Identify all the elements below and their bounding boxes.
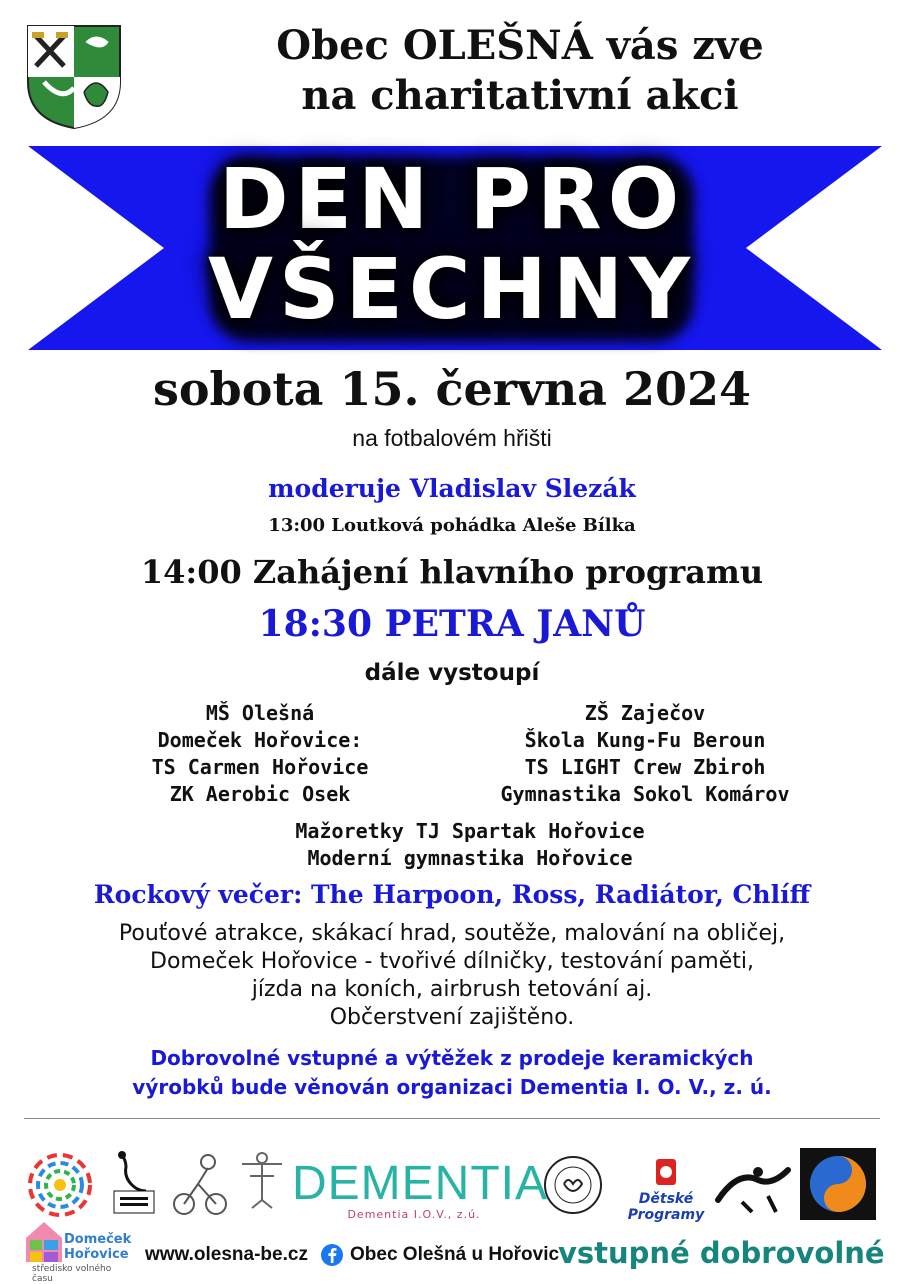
main-program-time: 14:00 Zahájení hlavního programu <box>140 553 764 591</box>
mazoretky-logo <box>540 1150 606 1220</box>
charity-note <box>0 1044 904 1102</box>
domecek-name: Domeček <box>64 1232 132 1247</box>
cycling-dog-logo <box>168 1148 232 1220</box>
attractions <box>0 920 904 1032</box>
domecek-horovice-logo <box>24 1220 132 1284</box>
website-link[interactable]: www.olesna-be.cz <box>145 1244 308 1265</box>
header-line-1: Obec OLEŠNÁ vás zve <box>276 22 764 69</box>
house-icon <box>24 1220 64 1264</box>
performer: TS LIGHT Crew Zbiroh <box>524 755 766 779</box>
event-venue: na fotbalovém hřišti <box>352 425 552 451</box>
moderator: moderuje Vladislav Slezák <box>268 474 636 503</box>
detske-programy-icon <box>606 1155 726 1191</box>
dementia-logo-subtitle: Dementia I.O.V., z.ú. <box>347 1208 481 1221</box>
detske-programy-logo <box>606 1155 726 1223</box>
performer: ZŠ Zaječov <box>584 701 706 725</box>
rock-evening: Rockový večer: The Harpoon, Ross, Radiátor, Chlíff <box>93 880 811 909</box>
admission-note: vstupné dobrovolné <box>558 1236 885 1270</box>
attractions-line: jízda na koních, airbrush tetování aj. <box>251 977 653 1002</box>
performers-left <box>80 700 440 808</box>
snowflake-figure-logo <box>238 1150 286 1210</box>
dementia-logo-text: DEMENTIA <box>292 1157 549 1210</box>
divider <box>24 1118 880 1119</box>
facebook-icon <box>320 1243 344 1267</box>
juna-dance-logo <box>102 1145 164 1225</box>
performers-center <box>170 818 770 872</box>
event-date: sobota 15. června 2024 <box>152 362 752 416</box>
domecek-subtitle: středisko volného času <box>32 1264 112 1284</box>
attractions-line: Občerstvení zajištěno. <box>329 1005 575 1030</box>
attractions-line: Domeček Hořovice - tvořivé dílničky, testování paměti, <box>150 949 754 974</box>
attractions-line: Pouťové atrakce, skákací hrad, soutěže, malování na obličej, <box>118 921 786 946</box>
mikroregion-horovicko-logo <box>20 1145 100 1225</box>
dementia-logo <box>292 1157 549 1222</box>
detske-programy-text: Dětské Programy <box>627 1191 705 1223</box>
puppet-show-time: 13:00 Loutková pohádka Aleše Bílka <box>268 515 636 536</box>
domecek-town: Hořovice <box>64 1247 129 1262</box>
performer: TS Carmen Hořovice <box>151 755 369 779</box>
performer: Škola Kung-Fu Beroun <box>524 728 766 752</box>
gymnastics-logo <box>712 1150 796 1216</box>
facebook-link[interactable]: Obec Olešná u Hořovic <box>350 1244 560 1265</box>
performer: Moderní gymnastika Hořovice <box>307 846 633 870</box>
event-title-line-2: VŠECHNY <box>208 240 696 338</box>
headliner: 18:30 PETRA JANŮ <box>258 603 646 645</box>
charity-line: Dobrovolné vstupné a výtěžek z prodeje keramických <box>150 1046 754 1070</box>
coat-of-arms-logo <box>24 22 124 132</box>
performer: Mažoretky TJ Spartak Hořovice <box>295 819 645 843</box>
performer: MŠ Olešná <box>205 701 315 725</box>
yin-yang-fire-water-logo <box>800 1148 876 1220</box>
performers-right <box>430 700 860 808</box>
performer: Domeček Hořovice: <box>157 728 363 752</box>
also-performing-heading: dále vystoupí <box>364 660 540 686</box>
event-title-line-1: DEN PRO <box>218 150 686 248</box>
header-line-2: na charitativní akci <box>301 72 739 119</box>
charity-line: výrobků bude věnován organizaci Dementia I. O. V., z. ú. <box>132 1075 772 1099</box>
performer: ZK Aerobic Osek <box>169 782 351 806</box>
performer: Gymnastika Sokol Komárov <box>500 782 790 806</box>
